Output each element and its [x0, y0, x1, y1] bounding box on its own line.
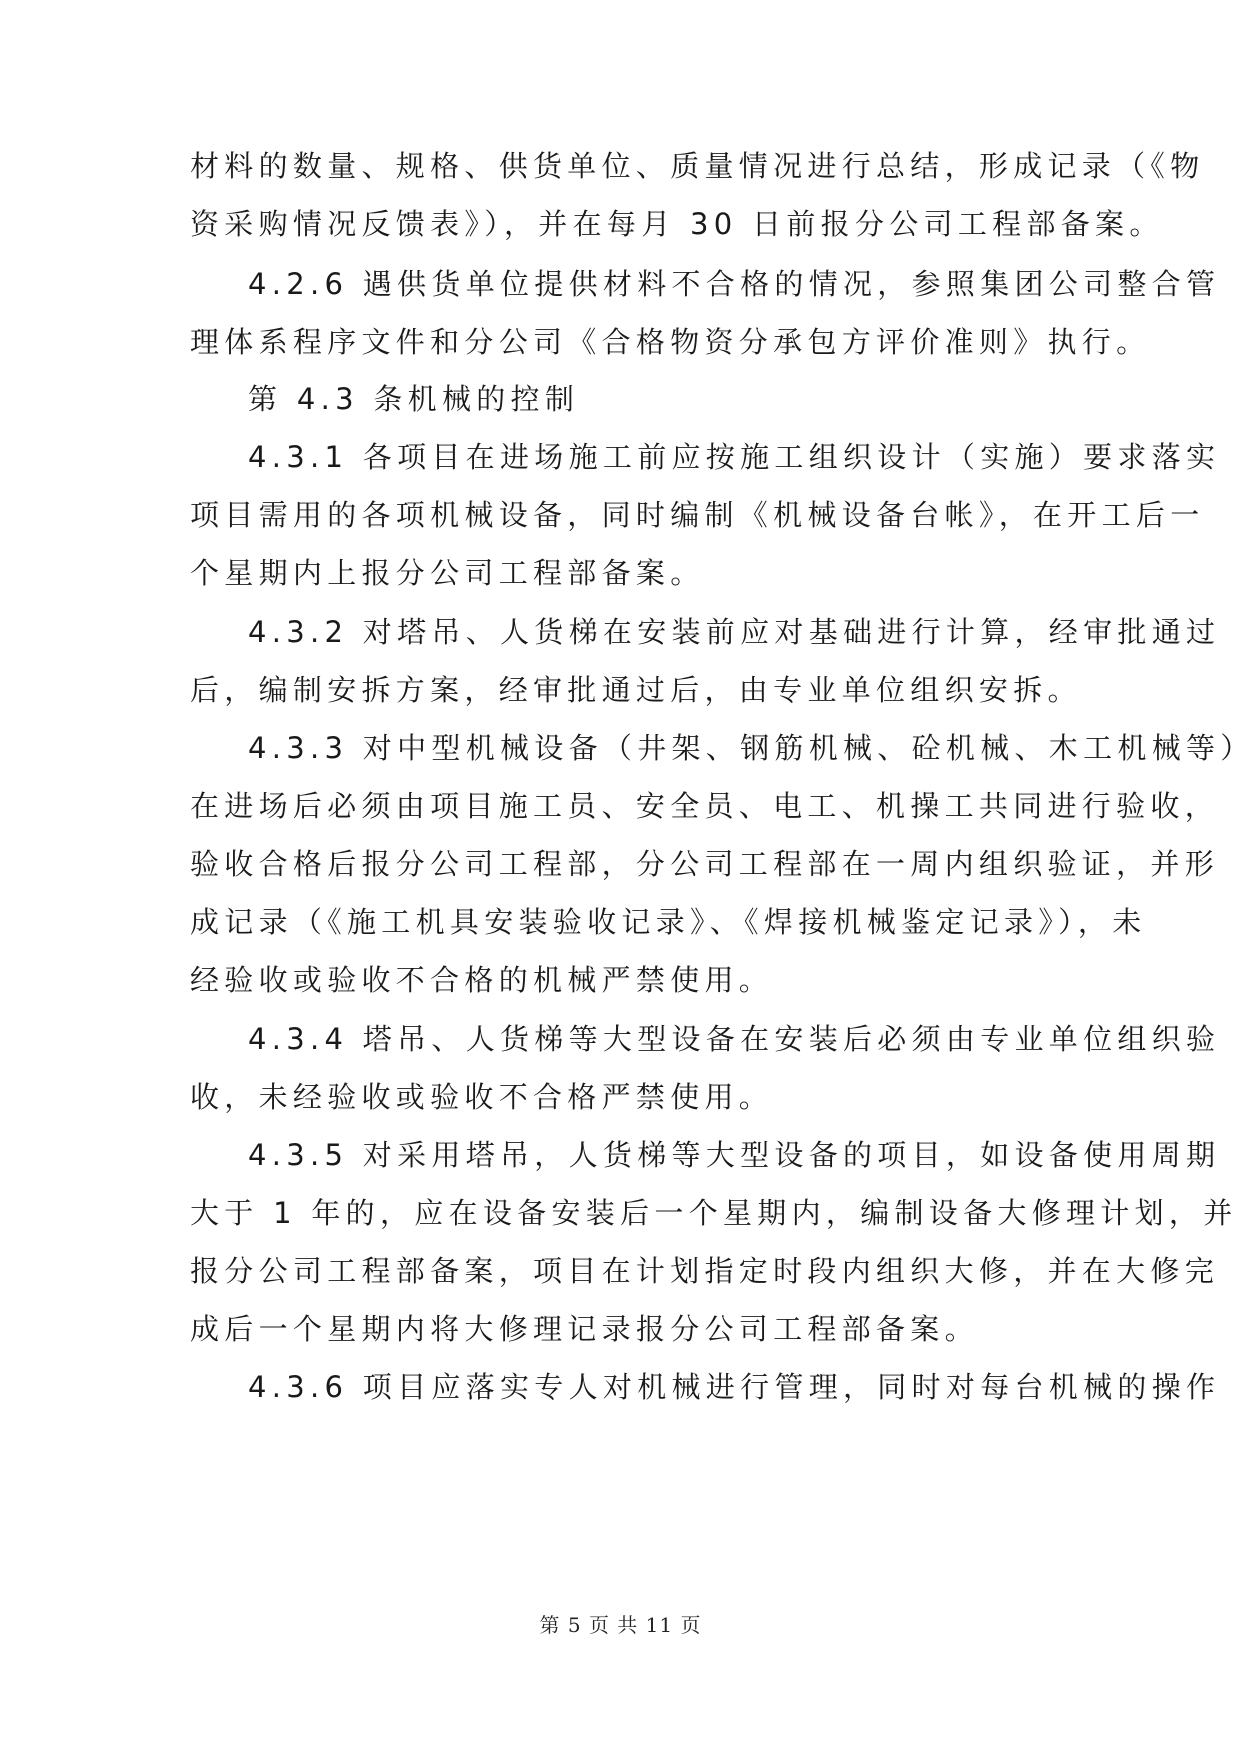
text-line: 理体系程序文件和分公司《合格物资分承包方评价准则》执行。 [190, 325, 1151, 359]
text-line: 4.3.5 对采用塔吊，人货梯等大型设备的项目，如设备使用周期 [248, 1138, 1221, 1172]
text-line: 4.3.1 各项目在进场施工前应按施工组织设计（实施）要求落实 [248, 440, 1221, 474]
text-line: 报分公司工程部备案，项目在计划指定时段内组织大修，并在大修完 [190, 1254, 1220, 1288]
text-line: 成后一个星期内将大修理记录报分公司工程部备案。 [190, 1312, 979, 1346]
text-line: 4.3.3 对中型机械设备（井架、钢筋机械、砼机械、木工机械等） [248, 731, 1255, 765]
text-line: 4.2.6 遇供货单位提供材料不合格的情况，参照集团公司整合管 [248, 267, 1221, 301]
section-heading: 第 4.3 条机械的控制 [248, 382, 580, 416]
text-line: 个星期内上报分公司工程部备案。 [190, 556, 705, 590]
text-line: 收，未经验收或验收不合格严禁使用。 [190, 1080, 774, 1114]
text-line: 项目需用的各项机械设备，同时编制《机械设备台帐》，在开工后一 [190, 498, 1205, 532]
text-line: 4.3.6 项目应落实专人对机械进行管理，同时对每台机械的操作 [248, 1370, 1221, 1404]
text-line: 在进场后必须由项目施工员、安全员、电工、机操工共同进行验收， [190, 789, 1220, 823]
text-line: 成记录（《施工机具安装验收记录》、《焊接机械鉴定记录》），未 [190, 905, 1147, 939]
text-line: 材料的数量、规格、供货单位、质量情况进行总结，形成记录（《物 [190, 149, 1205, 183]
text-line: 后，编制安拆方案，经审批通过后，由专业单位组织安拆。 [190, 673, 1082, 707]
text-line: 验收合格后报分公司工程部，分公司工程部在一周内组织验证，并形 [190, 847, 1220, 881]
text-line: 4.3.4 塔吊、人货梯等大型设备在安装后必须由专业单位组织验 [248, 1022, 1221, 1056]
text-line: 资采购情况反馈表》），并在每月 30 日前报分公司工程部备案。 [190, 207, 1164, 241]
page-footer: 第 5 页 共 11 页 [539, 1613, 702, 1637]
text-line: 经验收或验收不合格的机械严禁使用。 [190, 963, 774, 997]
text-line: 4.3.2 对塔吊、人货梯在安装前应对基础进行计算，经审批通过 [248, 615, 1221, 649]
text-line: 大于 1 年的，应在设备安装后一个星期内，编制设备大修理计划，并 [190, 1196, 1238, 1230]
